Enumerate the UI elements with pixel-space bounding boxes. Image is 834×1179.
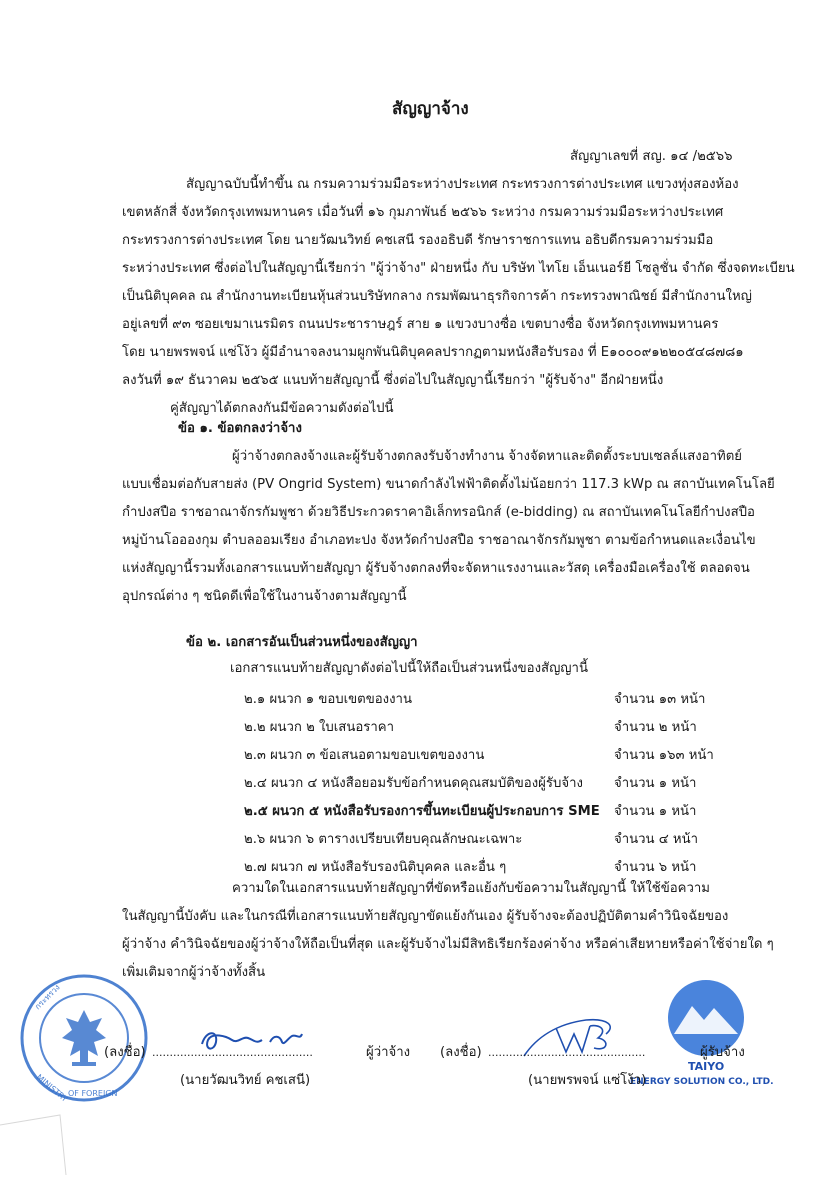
attachment-name: ๒.๑ ผนวก ๑ ขอบเขตของงาน [244,692,412,707]
clause1-line: แบบเชื่อมต่อกับสายส่ง (PV Ongrid System) ขนาดกำลังไฟฟ้าติดตั้งไม่น้อยกว่า 117.3 kWp ณ สถาบันเทคโนโลยี [122,477,775,492]
attachment-name: ๒.๒ ผนวก ๒ ใบเสนอราคา [244,720,394,735]
attachment-name: ๒.๖ ผนวก ๖ ตารางเปรียบเทียบคุณลักษณะเฉพาะ [244,832,523,847]
agreement-statement: คู่สัญญาได้ตกลงกันมีข้อความดังต่อไปนี้ [170,401,394,416]
intro-line: สัญญาฉบับนี้ทำขึ้น ณ กรมความร่วมมือระหว่างประเทศ กระทรวงการต่างประเทศ แขวงทุ่งสองห้อง [186,177,739,192]
employer-sign-line: .............................................. [152,1046,313,1059]
svg-text:ENERGY SOLUTION CO., LTD.: ENERGY SOLUTION CO., LTD. [630,1077,774,1087]
attachment-page-count: จำนวน ๑๖๓ หน้า [614,748,714,763]
document-title: สัญญาจ้าง [392,99,469,119]
intro-line: อยู่เลขที่ ๙๓ ซอยเขมาเนรมิตร ถนนประชาราษฎร์ สาย ๑ แขวงบางซื่อ เขตบางซื่อ จังหวัดกรุงเทพมหานคร [122,317,719,332]
contractor-company-stamp [622,978,790,1090]
contractor-sign-line: ............................................. [488,1046,646,1059]
clause1-line: แห่งสัญญานี้รวมทั้งเอกสารแนบท้ายสัญญา ผู้รับจ้างตกลงที่จะจัดหาแรงงานและวัสดุ เครื่องมือเครื่องใช้ ตลอดจน [122,561,750,576]
intro-line: เขตหลักสี่ จังหวัดกรุงเทพมหานคร เมื่อวันที่ ๑๖ กุมภาพันธ์ ๒๕๖๖ ระหว่าง กรมความร่วมมือระหว่างประเทศ [122,205,724,220]
attachment-page-count: จำนวน ๑ หน้า [614,804,697,819]
clause1-line: อุปกรณ์ต่าง ๆ ชนิดดีเพื่อใช้ในงานจ้างตามสัญญานี้ [122,589,407,604]
svg-text:MINISTRY: MINISTRY [34,1072,70,1104]
ministry-seal-stamp [18,972,150,1104]
clause1-line: หมู่บ้านโออองกุม ตำบลออมเรียง อำเภอทะปง จังหวัดกำปงสปือ ราชอาณาจักรกัมพูชา ตามข้อกำหนดและเงื่อนไข [122,533,756,548]
closing-line: ผู้ว่าจ้าง คำวินิจฉัยของผู้ว่าจ้างให้ถือเป็นที่สุด และผู้รับจ้างไม่มีสิทธิเรียกร้องค่าจ้าง หรือค่าเสียหายหรือค่าใช้จ่ายใด ๆ [122,937,774,952]
attachment-name: ๒.๓ ผนวก ๓ ข้อเสนอตามขอบเขตของงาน [244,748,485,763]
contractor-name: (นายพรพจน์ แซ่โง้ว) [528,1073,647,1088]
closing-line: ความใดในเอกสารแนบท้ายสัญญาที่ขัดหรือแย้งกับข้อความในสัญญานี้ ให้ใช้ข้อความ [232,881,710,896]
intro-line: กระทรวงการต่างประเทศ โดย นายวัฒนวิทย์ คชเสนี รองอธิบดี รักษาราชการแทน อธิบดีกรมความร่วมมือ [122,233,714,248]
attachment-name: ๒.๔ ผนวก ๔ หนังสือยอมรับข้อกำหนดคุณสมบัติของผู้รับจ้าง [244,776,583,791]
contractor-sign-prefix: (ลงชื่อ) [440,1045,482,1060]
page-fold-shadow [0,1095,70,1175]
contract-number: สัญญาเลขที่ สญ. ๑๔ /๒๕๖๖ [570,149,733,164]
contractor-role: ผู้รับจ้าง [700,1045,745,1060]
attachment-page-count: จำนวน ๑๓ หน้า [614,692,706,707]
employer-name: (นายวัฒนวิทย์ คชเสนี) [180,1073,311,1088]
clause2-heading: ข้อ ๒. เอกสารอันเป็นส่วนหนึ่งของสัญญา [186,635,418,650]
clause1-heading: ข้อ ๑. ข้อตกลงว่าจ้าง [178,421,302,436]
intro-line: ระหว่างประเทศ ซึ่งต่อไปในสัญญานี้เรียกว่า "ผู้ว่าจ้าง" ฝ่ายหนึ่ง กับ บริษัท ไทโย เอ็นเนอร์ยี โซลูชั่น จำกัด ซึ่งจดทะเบียน [122,261,795,276]
contractor-signature [516,1008,626,1072]
svg-text:OF FOREIGN: OF FOREIGN [68,1089,118,1098]
employer-role: ผู้ว่าจ้าง [366,1045,411,1060]
attachment-name: ๒.๗ ผนวก ๗ หนังสือรับรองนิติบุคคล และอื่น ๆ [244,860,507,875]
employer-sign-prefix: (ลงชื่อ) [104,1045,146,1060]
closing-line: ในสัญญานี้บังคับ และในกรณีที่เอกสารแนบท้ายสัญญาขัดแย้งกันเอง ผู้รับจ้างจะต้องปฏิบัติตามคำวินิจฉัยของ [122,909,729,924]
clause1-line: ผู้ว่าจ้างตกลงจ้างและผู้รับจ้างตกลงรับจ้างทำงาน จ้างจัดหาและติดตั้งระบบเซลล์แสงอาทิตย์ [232,449,742,464]
svg-text:กระทรวง: กระทรวง [33,982,62,1012]
clause2-intro: เอกสารแนบท้ายสัญญาดังต่อไปนี้ให้ถือเป็นส่วนหนึ่งของสัญญานี้ [230,661,588,676]
clause1-line: กำปงสปือ ราชอาณาจักรกัมพูชา ด้วยวิธีประกวดราคาอิเล็กทรอนิกส์ (e-bidding) ณ สถาบันเทคโนโลยีกำปงสปือ [122,505,755,520]
svg-text:TAIYO: TAIYO [688,1060,725,1073]
intro-line: เป็นนิติบุคคล ณ สำนักงานทะเบียนหุ้นส่วนบริษัทกลาง กรมพัฒนาธุรกิจการค้า กระทรวงพาณิชย์ มีสำนักงานใหญ่ [122,289,752,304]
attachment-page-count: จำนวน ๔ หน้า [614,832,699,847]
attachment-page-count: จำนวน ๖ หน้า [614,860,697,875]
intro-line: โดย นายพรพจน์ แซ่โง้ว ผู้มีอำนาจลงนามผูกพันนิติบุคคลปรากฏตามหนังสือรับรอง ที่ E๑๐๐๐๙๑๒๒๐๕๔๘๗๘๑ [122,345,744,360]
intro-line: ลงวันที่ ๑๙ ธันวาคม ๒๕๖๕ แนบท้ายสัญญานี้ ซึ่งต่อไปในสัญญานี้เรียกว่า "ผู้รับจ้าง" อีกฝ่ายหนึ่ง [122,373,664,388]
attachment-name: ๒.๕ ผนวก ๕ หนังสือรับรองการขึ้นทะเบียนผู้ประกอบการ SME [244,804,600,819]
attachment-page-count: จำนวน ๑ หน้า [614,776,697,791]
closing-line: เพิ่มเติมจากผู้ว่าจ้างทั้งสิ้น [122,965,266,980]
attachment-page-count: จำนวน ๒ หน้า [614,720,697,735]
